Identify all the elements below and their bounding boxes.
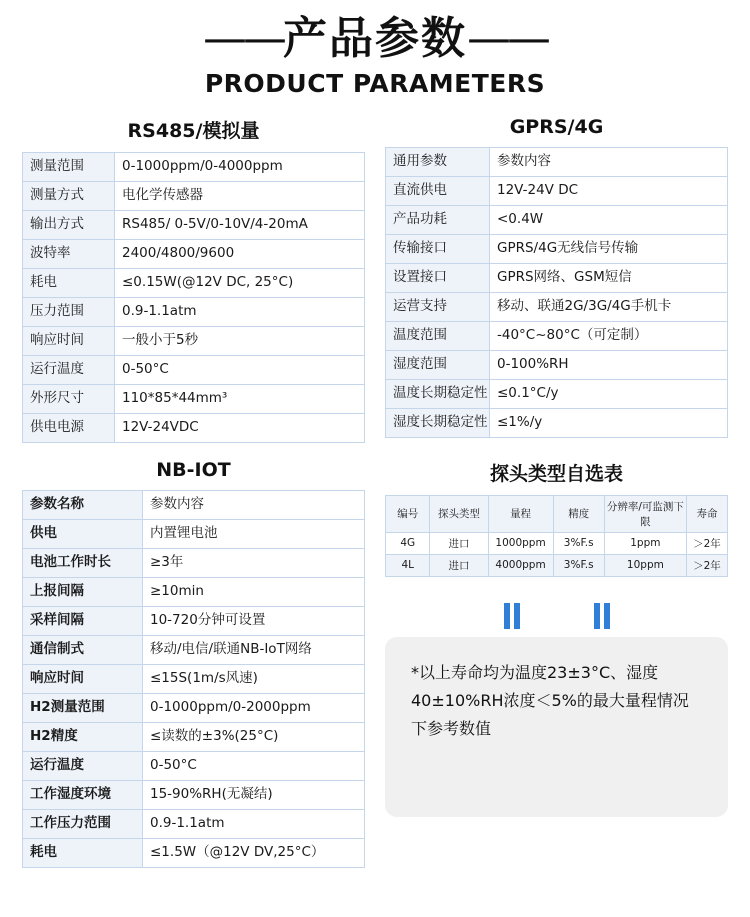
table-row: [23, 355, 365, 384]
table-row: [23, 635, 365, 664]
cell-value: RS485/ 0-5V/0-10V/4-20mA: [115, 210, 365, 239]
cell-key: 耗电: [23, 268, 115, 297]
cell-key: 工作湿度环境: [23, 780, 143, 809]
title-dash-right: ——: [467, 13, 547, 64]
table-row: [23, 326, 365, 355]
cell-value: 12V-24VDC: [115, 413, 365, 442]
cell-value: 10ppm: [604, 554, 686, 576]
cell-key: H2测量范围: [23, 693, 143, 722]
table-row: [23, 664, 365, 693]
section-title-gprs: GPRS/4G: [509, 115, 604, 138]
cell-key: 通信制式: [23, 635, 143, 664]
column-header: 精度: [553, 495, 604, 532]
cell-value: ≥3年: [143, 548, 365, 577]
table-row: [23, 606, 365, 635]
table-row: [386, 292, 728, 321]
cell-value: ≤0.1°C/y: [490, 379, 728, 408]
cell-value: 4000ppm: [488, 554, 553, 576]
table-row: [23, 722, 365, 751]
cell-value: 0.9-1.1atm: [115, 297, 365, 326]
section-title-rs485: RS485/模拟量: [127, 119, 260, 142]
cell-value: 12V-24V DC: [490, 176, 728, 205]
cell-key: 湿度范围: [386, 350, 490, 379]
table-row: [23, 210, 365, 239]
cell-value: ＞2年: [686, 554, 727, 576]
cell-value: 0-50°C: [115, 355, 365, 384]
section-title-nbiot: NB-IOT: [156, 458, 231, 481]
quote-decoration: [385, 603, 728, 629]
table-row: [23, 297, 365, 326]
cell-value: 3%F.s: [553, 532, 604, 554]
cell-key: 供电电源: [23, 413, 115, 442]
table-row: [386, 176, 728, 205]
cell-value: 电化学传感器: [115, 181, 365, 210]
cell-value: 4G: [386, 532, 430, 554]
cell-key: 响应时间: [23, 664, 143, 693]
cell-value: <0.4W: [490, 205, 728, 234]
table-row: [23, 577, 365, 606]
title-text-cn: 产品参数: [283, 13, 467, 64]
cell-value: 参数内容: [490, 147, 728, 176]
cell-key: 上报间隔: [23, 577, 143, 606]
title-dash-left: ——: [203, 13, 283, 64]
cell-value: ＞2年: [686, 532, 727, 554]
cell-value: 10-720分钟可设置: [143, 606, 365, 635]
cell-value: 进口: [430, 532, 488, 554]
cell-value: ≥10min: [143, 577, 365, 606]
cell-key: 响应时间: [23, 326, 115, 355]
section-rs485: [22, 116, 365, 443]
table-row: [386, 321, 728, 350]
note-block: [385, 603, 728, 817]
table-row: [23, 780, 365, 809]
cell-key: 设置接口: [386, 263, 490, 292]
cell-key: 产品功耗: [386, 205, 490, 234]
table-row: [23, 838, 365, 867]
cell-value: 0-1000ppm/0-2000ppm: [143, 693, 365, 722]
cell-key: 采样间隔: [23, 606, 143, 635]
table-row: [386, 263, 728, 292]
table-row: [386, 350, 728, 379]
cell-value: GPRS/4G无线信号传输: [490, 234, 728, 263]
section-probe: [385, 459, 728, 868]
table-row: [386, 205, 728, 234]
column-header: 寿命: [686, 495, 727, 532]
quote-bars-left-icon: [504, 603, 520, 629]
cell-key: 运营支持: [386, 292, 490, 321]
cell-key: 压力范围: [23, 297, 115, 326]
cell-key: 通用参数: [386, 147, 490, 176]
cell-key: 波特率: [23, 239, 115, 268]
table-row: [386, 532, 728, 554]
cell-value: 0-1000ppm/0-4000ppm: [115, 152, 365, 181]
table-row: [386, 147, 728, 176]
cell-key: 测量范围: [23, 152, 115, 181]
page-title: [0, 14, 750, 65]
table-row: [23, 384, 365, 413]
cell-value: 2400/4800/9600: [115, 239, 365, 268]
table-row: [386, 554, 728, 576]
cell-key: 运行温度: [23, 751, 143, 780]
table-nbiot: [22, 490, 365, 868]
cell-key: 工作压力范围: [23, 809, 143, 838]
page-header: [0, 0, 750, 98]
table-row: [23, 152, 365, 181]
section-gprs: [385, 116, 728, 443]
cell-value: 移动、联通2G/3G/4G手机卡: [490, 292, 728, 321]
table-row: [23, 809, 365, 838]
table-row: [23, 268, 365, 297]
page-subtitle: PRODUCT PARAMETERS: [204, 68, 546, 98]
cell-key: 电池工作时长: [23, 548, 143, 577]
cell-key: 耗电: [23, 838, 143, 867]
table-row: [386, 379, 728, 408]
cell-value: -40°C~80°C（可定制）: [490, 321, 728, 350]
cell-key: 传输接口: [386, 234, 490, 263]
cell-key: 直流供电: [386, 176, 490, 205]
cell-value: 0-50°C: [143, 751, 365, 780]
cell-value: ≤15S(1m/s风速): [143, 664, 365, 693]
cell-value: 一般小于5秒: [115, 326, 365, 355]
cell-key: H2精度: [23, 722, 143, 751]
table-row: [23, 519, 365, 548]
table-row: [386, 408, 728, 437]
table-row: [23, 548, 365, 577]
cell-key: 供电: [23, 519, 143, 548]
cell-key: 湿度长期稳定性: [386, 408, 490, 437]
table-header-row: [386, 495, 728, 532]
table-row: [386, 234, 728, 263]
cell-value: ≤读数的±3%(25°C): [143, 722, 365, 751]
cell-value: 1ppm: [604, 532, 686, 554]
quote-bars-right-icon: [594, 603, 610, 629]
cell-value: 内置锂电池: [143, 519, 365, 548]
cell-value: 110*85*44mm³: [115, 384, 365, 413]
bottom-sections: [0, 459, 750, 868]
column-header: 探头类型: [430, 495, 488, 532]
table-row: [23, 181, 365, 210]
cell-value: ≤0.15W(@12V DC, 25°C): [115, 268, 365, 297]
column-header: 量程: [488, 495, 553, 532]
column-header: 编号: [386, 495, 430, 532]
cell-key: 温度范围: [386, 321, 490, 350]
note-text: *以上寿命均为温度23±3°C、湿度40±10%RH浓度＜5%的最大量程情况下参考数值: [385, 637, 728, 817]
table-gprs: [385, 147, 728, 438]
section-nbiot: [22, 459, 365, 868]
table-row: [23, 239, 365, 268]
cell-value: 移动/电信/联通NB-IoT网络: [143, 635, 365, 664]
table-row: [23, 413, 365, 442]
cell-key: 外形尺寸: [23, 384, 115, 413]
cell-value: 3%F.s: [553, 554, 604, 576]
cell-value: 1000ppm: [488, 532, 553, 554]
cell-key: 测量方式: [23, 181, 115, 210]
cell-value: 参数内容: [143, 490, 365, 519]
cell-value: GPRS网络、GSM短信: [490, 263, 728, 292]
column-header: 分辨率/可监测下限: [604, 495, 686, 532]
table-rs485: [22, 152, 365, 443]
cell-value: 15-90%RH(无凝结): [143, 780, 365, 809]
cell-value: ≤1%/y: [490, 408, 728, 437]
table-row: [23, 751, 365, 780]
cell-value: 0-100%RH: [490, 350, 728, 379]
cell-key: 参数名称: [23, 490, 143, 519]
cell-value: 0.9-1.1atm: [143, 809, 365, 838]
cell-value: 进口: [430, 554, 488, 576]
top-sections: [0, 116, 750, 443]
cell-value: 4L: [386, 554, 430, 576]
cell-value: ≤1.5W（@12V DV,25°C）: [143, 838, 365, 867]
table-row: [23, 490, 365, 519]
cell-key: 运行温度: [23, 355, 115, 384]
table-row: [23, 693, 365, 722]
section-title-probe: 探头类型自选表: [489, 462, 623, 485]
cell-key: 温度长期稳定性: [386, 379, 490, 408]
cell-key: 输出方式: [23, 210, 115, 239]
table-probe: [385, 495, 728, 577]
